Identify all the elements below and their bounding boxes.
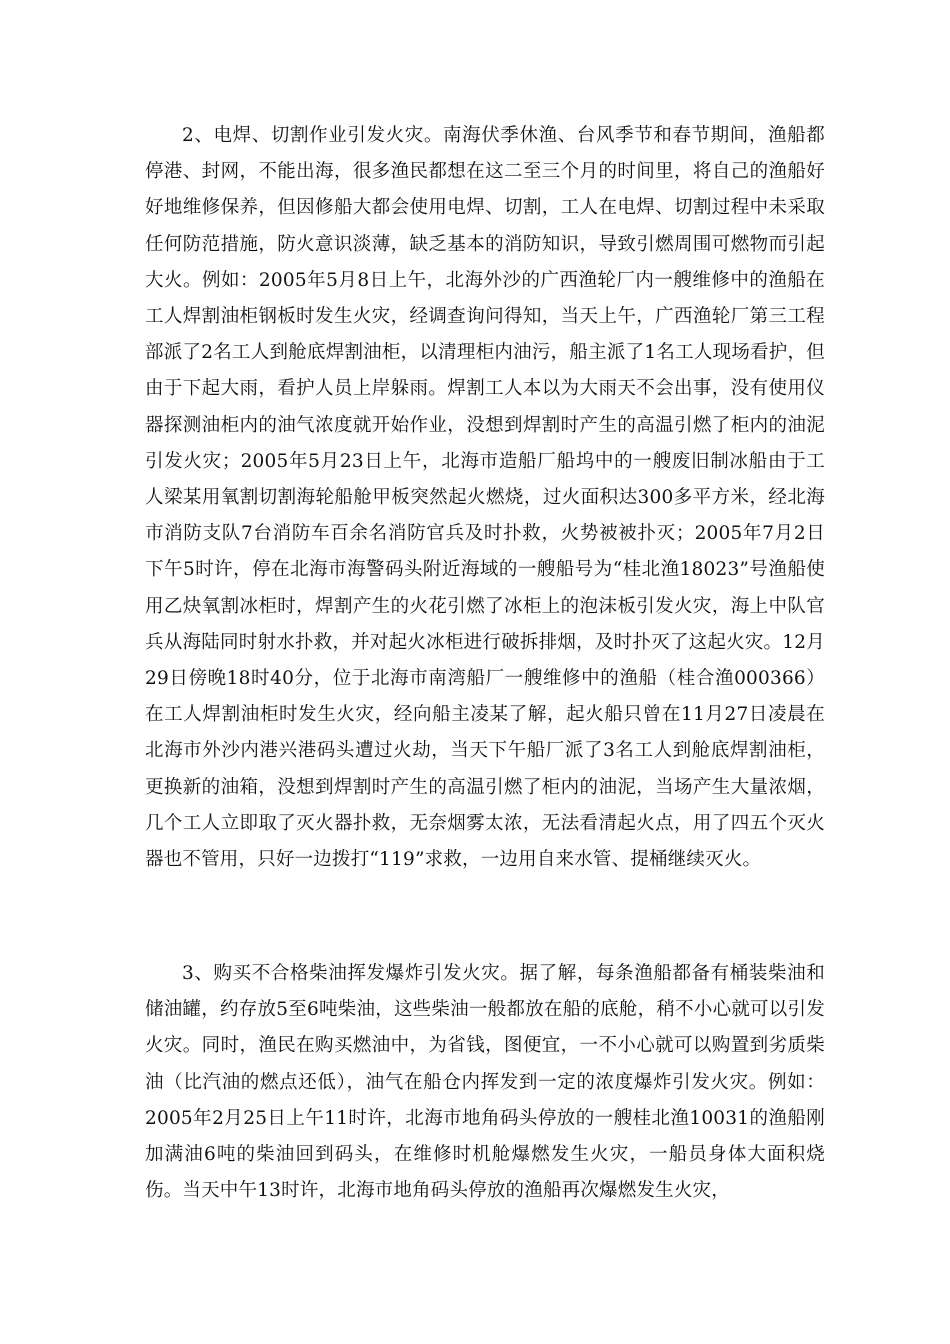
paragraph-diesel-fires: 3、购买不合格柴油挥发爆炸引发火灾。据了解，每条渔船都备有桶装柴油和储油罐，约存放5至6吨柴油，这些柴油一般都放在船的底舱，稍不小心就可以引发火灾。同时，渔民在购买燃油中，为省钱，图便宜，一不小心就可以购置到劣质柴油（比汽油的燃点还低），油气在船仓内挥发到一定的浓度爆炸引发火灾。例如：2005年2月25日上午11时许，北海市地角码头停放的一艘桂北渔10031的渔船刚加满油6吨的柴油回到码头，在维修时机舱爆燃发生火灾，一船员身体大面积烧伤。当天中午13时许，北海市地角码头停放的渔船再次爆燃发生火灾， [145, 963, 825, 1202]
paragraph-welding-fires: 2、电焊、切割作业引发火灾。南海伏季休渔、台风季节和春节期间，渔船都停港、封网，不能出海，很多渔民都想在这二至三个月的时间里，将自己的渔船好好地维修保养，但因修船大都会使用电焊、切割，工人在电焊、切割过程中未采取任何防范措施，防火意识淡薄，缺乏基本的消防知识，导致引燃周围可燃物而引起大火。例如：2005年5月8日上午，北海外沙的广西渔轮厂内一艘维修中的渔船在工人焊割油柜钢板时发生火灾，经调查询问得知，当天上午，广西渔轮厂第三工程部派了2名工人到舱底焊割油柜，以清理柜内油污，船主派了1名工人现场看护，但由于下起大雨，看护人员上岸躲雨。焊割工人本以为大雨天不会出事，没有使用仪器探测油柜内的油气浓度就开始作业，没想到焊割时产生的高温引燃了柜内的油泥引发火灾；2005年5月23日上午，北海市造船厂船坞中的一艘废旧制冰船由于工人梁某用氧割切割海轮船舱甲板突然起火燃烧，过火面积达300多平方米，经北海市消防支队7台消防车百余名消防官兵及时扑救，火势被被扑灭；2005年7月2日下午5时许，停在北海市海警码头附近海域的一艘船号为“桂北渔18023”号渔船使用乙炔氧割冰柜时，焊割产生的火花引燃了冰柜上的泡沫板引发火灾，海上中队官兵从海陆同时射水扑救，并对起火冰柜进行破拆排烟，及时扑灭了这起火灾。12月29日傍晚18时40分，位于北海市南湾船厂一艘维修中的渔船（桂合渔000366）在工人焊割油柜时发生火灾，经向船主凌某了解，起火船只曾在11月27日凌晨在北海市外沙内港兴港码头遭过火劫，当天下午船厂派了3名工人到舱底焊割油柜，更换新的油箱，没想到焊割时产生的高温引燃了柜内的油泥，当场产生大量浓烟，几个工人立即取了灭火器扑救，无奈烟雾太浓，无法看清起火点，用了四五个灭火器也不管用，只好一边拨打“119”求救，一边用自来水管、提桶继续灭火。 [145, 125, 825, 871]
